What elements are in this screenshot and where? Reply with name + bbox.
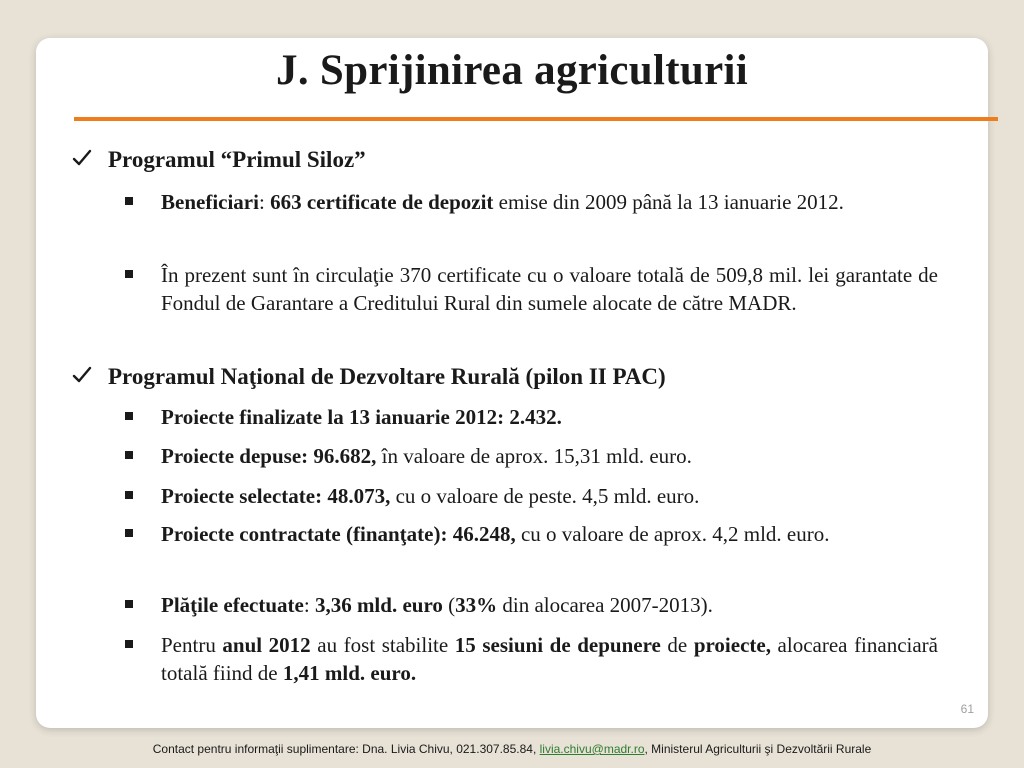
square-bullet-icon <box>125 640 133 648</box>
square-bullet-icon <box>125 412 133 420</box>
section2-heading <box>108 364 666 390</box>
list-item: Proiecte finalizate la 13 ianuarie 2012: 2.432. <box>161 403 938 431</box>
page-number: 61 <box>960 702 974 716</box>
square-bullet-icon <box>125 529 133 537</box>
list-item: Proiecte selectate: 48.073, cu o valoare de peste. 4,5 mld. euro. <box>161 482 938 510</box>
footer-contact: Contact pentru informaţii suplimentare: Dna. Livia Chivu, 021.307.85.84, livia.chivu@madr.ro, Ministerul Agriculturii şi Dezvoltării Rurale <box>152 742 872 756</box>
square-bullet-icon <box>125 270 133 278</box>
slide-content <box>36 38 988 728</box>
list-item: Proiecte contractate (finanţate): 46.248, cu o valoare de aprox. 4,2 mld. euro. <box>161 520 938 548</box>
section1-heading-text: Programul “Primul Siloz” <box>108 147 366 172</box>
slide <box>36 38 988 728</box>
list-item: Pentru anul 2012 au fost stabilite 15 sesiuni de depunere de proiecte, alocarea financiară totală fiind de 1,41 mld. euro. <box>161 631 938 687</box>
square-bullet-icon <box>125 600 133 608</box>
email-link[interactable]: livia.chivu@madr.ro <box>539 742 645 756</box>
section1-heading <box>108 147 366 173</box>
square-bullet-icon <box>125 451 133 459</box>
section2-heading-text: Programul Naţional de Dezvoltare Rurală (pilon II PAC) <box>108 364 666 389</box>
checkmark-icon <box>72 365 92 385</box>
list-item: Plăţile efectuate: 3,36 mld. euro (33% din alocarea 2007-2013). <box>161 591 938 619</box>
slide-title: J. Sprijinirea agriculturii <box>276 47 748 94</box>
list-item: Proiecte depuse: 96.682, în valoare de aprox. 15,31 mld. euro. <box>161 442 938 470</box>
square-bullet-icon <box>125 491 133 499</box>
square-bullet-icon <box>125 197 133 205</box>
list-item: În prezent sunt în circulaţie 370 certificate cu o valoare totală de 509,8 mil. lei garantate de Fondul de Garantare a Creditului Rural din sumele alocate de către MADR. <box>161 261 938 317</box>
checkmark-icon <box>72 148 92 168</box>
list-item: Beneficiari: 663 certificate de depozit emise din 2009 până la 13 ianuarie 2012. <box>161 188 938 216</box>
